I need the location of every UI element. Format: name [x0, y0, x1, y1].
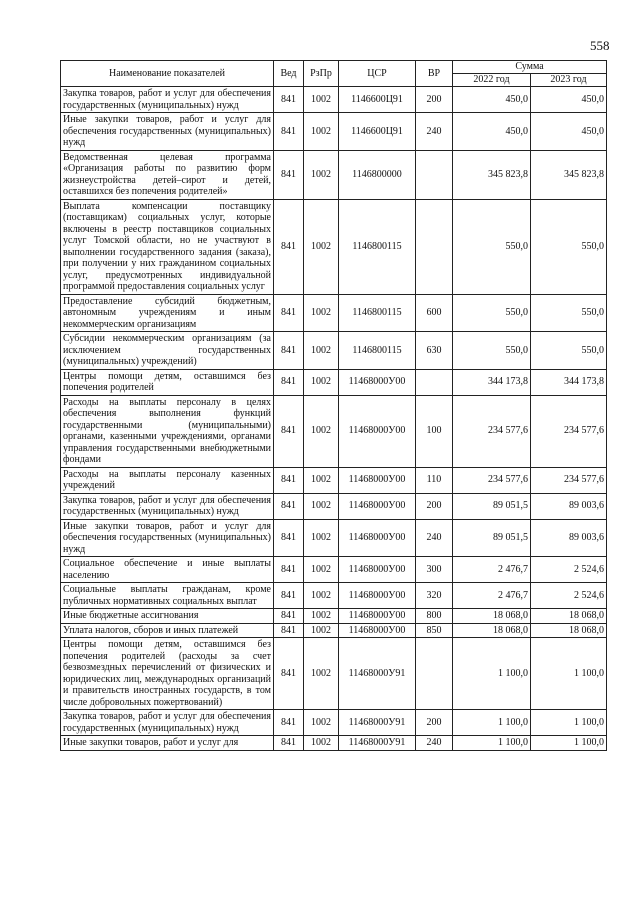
row-rzpr: 1002 [304, 395, 339, 467]
row-sum-2023: 18 068,0 [531, 623, 607, 638]
header-vr: ВР [416, 61, 453, 87]
row-ved: 841 [274, 557, 304, 583]
row-vr: 630 [416, 332, 453, 370]
row-name: Социальные выплаты гражданам, кроме публичных нормативных социальных выплат [61, 583, 274, 609]
row-csr: 11468000У00 [339, 369, 416, 395]
table-row [61, 623, 607, 638]
row-ved: 841 [274, 332, 304, 370]
row-vr: 200 [416, 710, 453, 736]
row-name: Выплата компенсации поставщику (поставщикам) социальных услуг, которые включены в реестр поставщиков социальных услуг Томской области, но не участвуют в выполнении государственного задания (заказа), при получении у них гражданином социальных услуг, предусмотренных индивидуальной программой предоставления социальных услуг [61, 199, 274, 294]
row-rzpr: 1002 [304, 609, 339, 624]
row-ved: 841 [274, 150, 304, 199]
table-row [61, 395, 607, 467]
table-row [61, 87, 607, 113]
row-vr: 110 [416, 467, 453, 493]
row-vr: 240 [416, 736, 453, 751]
table-row [61, 150, 607, 199]
row-sum-2022: 550,0 [453, 294, 531, 332]
row-rzpr: 1002 [304, 369, 339, 395]
budget-table [60, 60, 607, 751]
row-name: Иные бюджетные ассигнования [61, 609, 274, 624]
row-sum-2022: 450,0 [453, 87, 531, 113]
row-ved: 841 [274, 609, 304, 624]
row-csr: 11468000У91 [339, 638, 416, 710]
header-year-2022: 2022 год [453, 74, 531, 87]
row-vr [416, 150, 453, 199]
row-ved: 841 [274, 113, 304, 151]
header-csr: ЦСР [339, 61, 416, 87]
row-vr: 240 [416, 113, 453, 151]
row-sum-2022: 345 823,8 [453, 150, 531, 199]
row-name: Центры помощи детям, оставшимся без попечения родителей (расходы за счет безвозмездных перечислений от физических и юридических лиц, международных организаций и правительств иностранных государств, в том числе добровольных пожертвований) [61, 638, 274, 710]
table-row [61, 199, 607, 294]
row-sum-2022: 450,0 [453, 113, 531, 151]
table-row [61, 638, 607, 710]
row-sum-2022: 89 051,5 [453, 519, 531, 557]
row-vr [416, 638, 453, 710]
row-rzpr: 1002 [304, 294, 339, 332]
table-row [61, 369, 607, 395]
row-csr: 1146600Ц91 [339, 87, 416, 113]
row-sum-2023: 234 577,6 [531, 395, 607, 467]
row-sum-2022: 234 577,6 [453, 467, 531, 493]
row-name: Закупка товаров, работ и услуг для обеспечения государственных (муниципальных) нужд [61, 710, 274, 736]
row-sum-2022: 18 068,0 [453, 609, 531, 624]
row-sum-2022: 18 068,0 [453, 623, 531, 638]
row-sum-2023: 550,0 [531, 294, 607, 332]
row-csr: 11468000У00 [339, 467, 416, 493]
row-rzpr: 1002 [304, 519, 339, 557]
row-sum-2023: 2 524,6 [531, 583, 607, 609]
row-name: Иные закупки товаров, работ и услуг для обеспечения государственных (муниципальных) нужд [61, 519, 274, 557]
row-name: Предоставление субсидий бюджетным, автономным учреждениям и иным некоммерческим организациям [61, 294, 274, 332]
row-ved: 841 [274, 623, 304, 638]
row-sum-2023: 345 823,8 [531, 150, 607, 199]
table-row [61, 332, 607, 370]
table-row [61, 710, 607, 736]
row-vr [416, 199, 453, 294]
row-vr: 100 [416, 395, 453, 467]
row-sum-2023: 344 173,8 [531, 369, 607, 395]
row-rzpr: 1002 [304, 150, 339, 199]
row-name: Уплата налогов, сборов и иных платежей [61, 623, 274, 638]
row-sum-2022: 1 100,0 [453, 736, 531, 751]
table-row [61, 294, 607, 332]
header-rzpr: РзПр [304, 61, 339, 87]
table-row [61, 557, 607, 583]
header-year-2023: 2023 год [531, 74, 607, 87]
row-ved: 841 [274, 199, 304, 294]
row-csr: 11468000У00 [339, 609, 416, 624]
row-rzpr: 1002 [304, 467, 339, 493]
header-ved: Вед [274, 61, 304, 87]
row-ved: 841 [274, 395, 304, 467]
row-csr: 11468000У00 [339, 557, 416, 583]
row-sum-2022: 2 476,7 [453, 557, 531, 583]
row-sum-2022: 550,0 [453, 332, 531, 370]
row-sum-2022: 1 100,0 [453, 638, 531, 710]
row-sum-2023: 2 524,6 [531, 557, 607, 583]
row-sum-2023: 1 100,0 [531, 710, 607, 736]
table-row [61, 583, 607, 609]
row-ved: 841 [274, 493, 304, 519]
row-csr: 1146800115 [339, 294, 416, 332]
header-name: Наименование показателей [61, 61, 274, 87]
row-rzpr: 1002 [304, 199, 339, 294]
row-rzpr: 1002 [304, 736, 339, 751]
row-sum-2023: 1 100,0 [531, 736, 607, 751]
row-ved: 841 [274, 736, 304, 751]
row-ved: 841 [274, 369, 304, 395]
row-name: Иные закупки товаров, работ и услуг для [61, 736, 274, 751]
row-sum-2022: 550,0 [453, 199, 531, 294]
row-rzpr: 1002 [304, 493, 339, 519]
row-vr [416, 369, 453, 395]
row-name: Социальное обеспечение и иные выплаты населению [61, 557, 274, 583]
row-name: Субсидии некоммерческим организациям (за исключением государственных (муниципальных) учреждений) [61, 332, 274, 370]
table-row [61, 736, 607, 751]
row-rzpr: 1002 [304, 87, 339, 113]
row-csr: 1146800115 [339, 332, 416, 370]
row-sum-2022: 1 100,0 [453, 710, 531, 736]
header-row [61, 61, 607, 74]
row-sum-2022: 2 476,7 [453, 583, 531, 609]
row-rzpr: 1002 [304, 583, 339, 609]
row-sum-2023: 234 577,6 [531, 467, 607, 493]
row-vr: 200 [416, 493, 453, 519]
row-vr: 600 [416, 294, 453, 332]
header-sum: Сумма [453, 61, 607, 74]
row-sum-2023: 550,0 [531, 199, 607, 294]
row-name: Расходы на выплаты персоналу в целях обеспечения выполнения функций государственными (муниципальными) органами, казенными учреждениями, органами управления государственными внебюджетными фондами [61, 395, 274, 467]
row-csr: 11468000У00 [339, 519, 416, 557]
row-csr: 11468000У91 [339, 710, 416, 736]
row-vr: 240 [416, 519, 453, 557]
row-ved: 841 [274, 710, 304, 736]
row-sum-2022: 89 051,5 [453, 493, 531, 519]
row-vr: 850 [416, 623, 453, 638]
row-name: Закупка товаров, работ и услуг для обеспечения государственных (муниципальных) нужд [61, 493, 274, 519]
row-vr: 800 [416, 609, 453, 624]
table-row [61, 467, 607, 493]
row-rzpr: 1002 [304, 557, 339, 583]
row-name: Ведомственная целевая программа «Организация работы по развитию форм жизнеустройства детей–сирот и детей, оставшихся без попечения родителей» [61, 150, 274, 199]
table-row [61, 493, 607, 519]
row-name: Закупка товаров, работ и услуг для обеспечения государственных (муниципальных) нужд [61, 87, 274, 113]
row-vr: 320 [416, 583, 453, 609]
row-sum-2022: 234 577,6 [453, 395, 531, 467]
row-sum-2023: 89 003,6 [531, 519, 607, 557]
row-csr: 1146800000 [339, 150, 416, 199]
table-row [61, 519, 607, 557]
page-number: 558 [590, 38, 610, 53]
row-sum-2023: 550,0 [531, 332, 607, 370]
row-csr: 1146600Ц91 [339, 113, 416, 151]
table-row [61, 113, 607, 151]
row-rzpr: 1002 [304, 623, 339, 638]
row-csr: 11468000У00 [339, 395, 416, 467]
row-rzpr: 1002 [304, 710, 339, 736]
row-sum-2023: 89 003,6 [531, 493, 607, 519]
row-ved: 841 [274, 583, 304, 609]
row-vr: 200 [416, 87, 453, 113]
row-sum-2022: 344 173,8 [453, 369, 531, 395]
row-ved: 841 [274, 519, 304, 557]
row-csr: 11468000У00 [339, 623, 416, 638]
row-sum-2023: 1 100,0 [531, 638, 607, 710]
row-name: Расходы на выплаты персоналу казенных учреждений [61, 467, 274, 493]
row-rzpr: 1002 [304, 113, 339, 151]
row-csr: 1146800115 [339, 199, 416, 294]
row-ved: 841 [274, 87, 304, 113]
row-csr: 11468000У91 [339, 736, 416, 751]
row-name: Иные закупки товаров, работ и услуг для обеспечения государственных (муниципальных) нужд [61, 113, 274, 151]
row-rzpr: 1002 [304, 332, 339, 370]
row-rzpr: 1002 [304, 638, 339, 710]
row-ved: 841 [274, 467, 304, 493]
row-sum-2023: 450,0 [531, 87, 607, 113]
row-csr: 11468000У00 [339, 583, 416, 609]
table-row [61, 609, 607, 624]
row-csr: 11468000У00 [339, 493, 416, 519]
row-sum-2023: 450,0 [531, 113, 607, 151]
row-ved: 841 [274, 294, 304, 332]
row-name: Центры помощи детям, оставшимся без попечения родителей [61, 369, 274, 395]
row-vr: 300 [416, 557, 453, 583]
row-ved: 841 [274, 638, 304, 710]
row-sum-2023: 18 068,0 [531, 609, 607, 624]
